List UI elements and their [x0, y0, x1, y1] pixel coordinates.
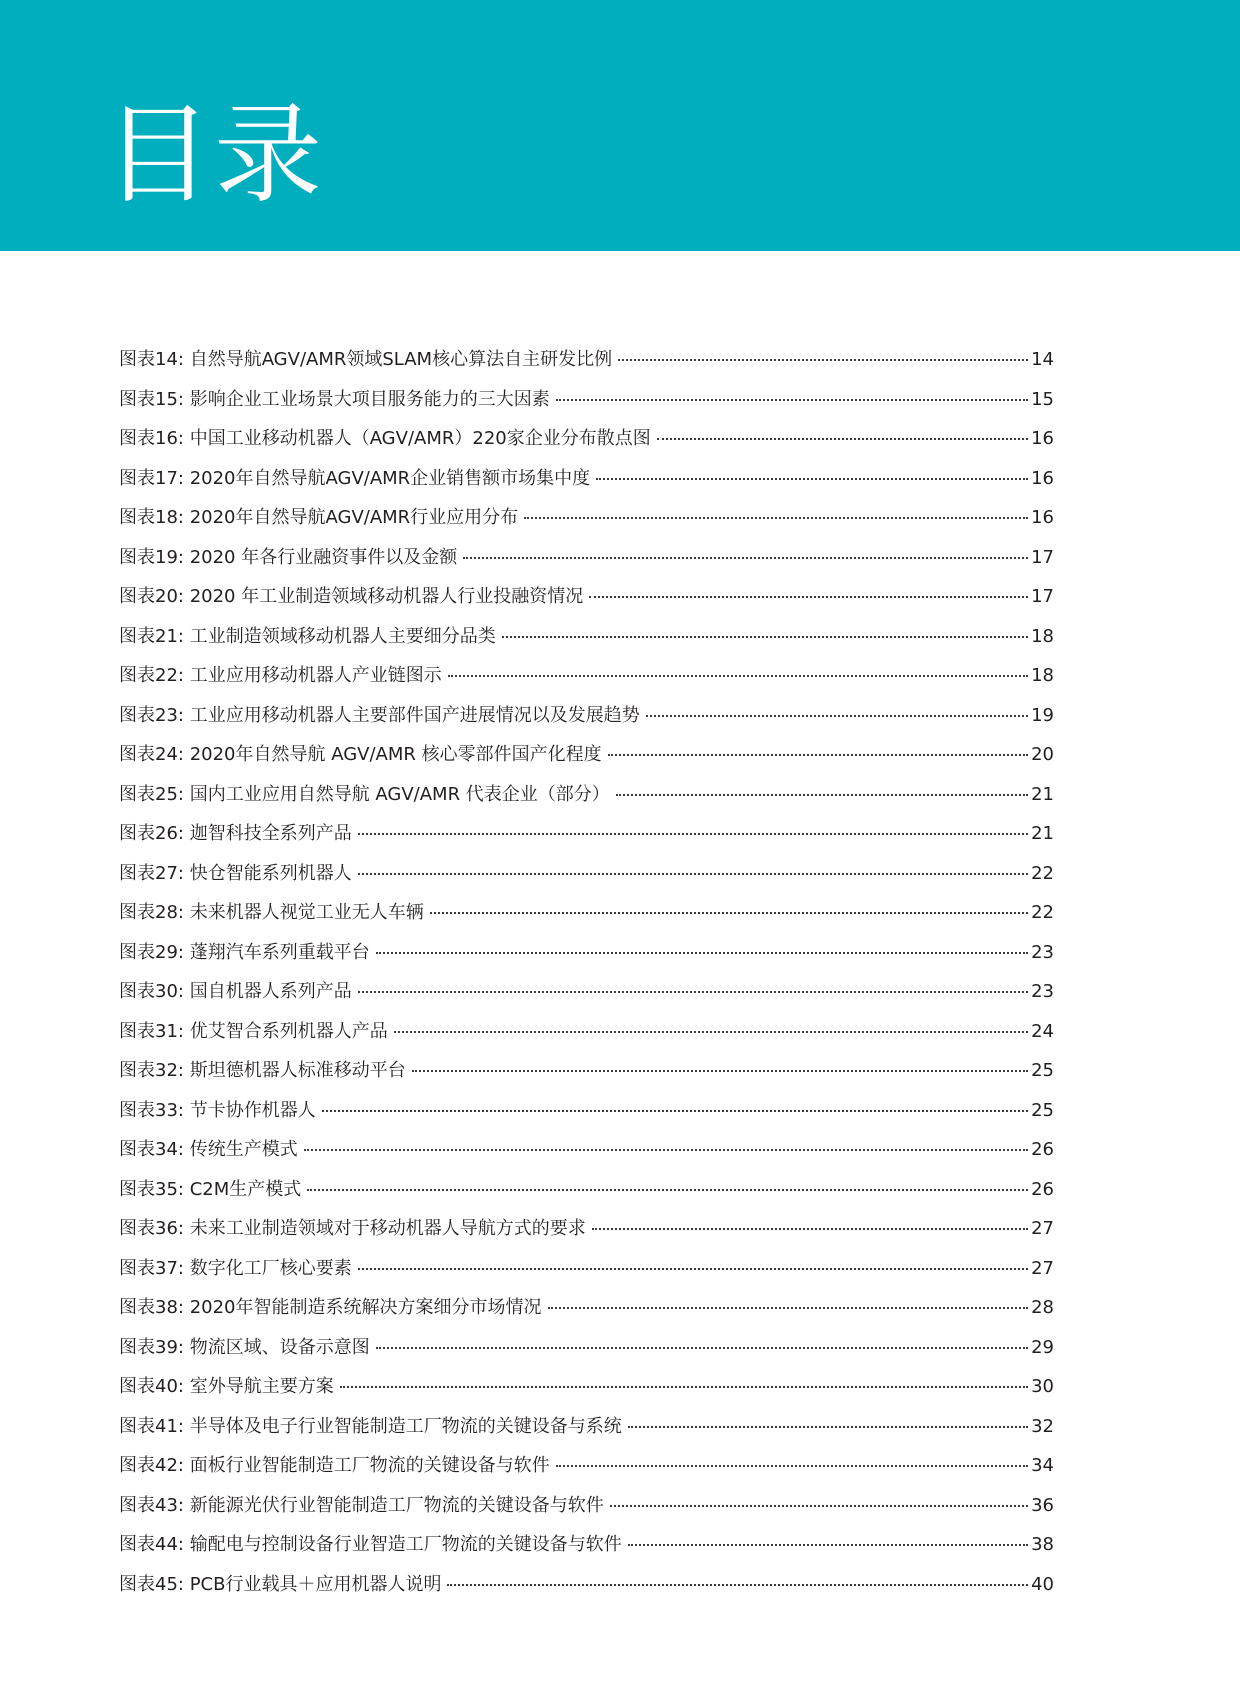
toc-entry-label: 图表33: 节卡协作机器人 — [119, 1099, 316, 1121]
toc-entry[interactable] — [119, 1130, 1054, 1170]
toc-entry-page-number: 28 — [1031, 1297, 1054, 1318]
toc-entry[interactable] — [119, 1328, 1054, 1368]
toc-entry-page-number: 20 — [1031, 744, 1054, 765]
toc-entry-label: 图表24: 2020年自然导航 AGV/AMR 核心零部件国产化程度 — [119, 744, 602, 765]
toc-entry-label: 图表42: 面板行业智能制造工厂物流的关键设备与软件 — [119, 1455, 550, 1476]
toc-dot-leader — [502, 635, 1028, 638]
toc-dot-leader — [608, 753, 1028, 756]
toc-entry-label: 图表25: 国内工业应用自然导航 AGV/AMR 代表企业（部分） — [119, 783, 610, 805]
table-of-contents — [119, 340, 1054, 1604]
toc-entry-label: 图表29: 蓬翔汽车系列重载平台 — [119, 941, 370, 963]
toc-entry-label: 图表36: 未来工业制造领域对于移动机器人导航方式的要求 — [119, 1218, 586, 1239]
toc-entry-page-number: 27 — [1031, 1257, 1054, 1279]
toc-entry-page-number: 29 — [1031, 1336, 1054, 1358]
toc-entry[interactable] — [119, 1525, 1054, 1565]
toc-entry-page-number: 23 — [1031, 941, 1054, 963]
toc-entry-label: 图表34: 传统生产模式 — [119, 1139, 298, 1160]
toc-entry-page-number: 32 — [1031, 1415, 1054, 1437]
toc-entry-page-number: 15 — [1031, 388, 1054, 410]
toc-entry[interactable] — [119, 1249, 1054, 1289]
toc-entry[interactable] — [119, 696, 1054, 736]
toc-dot-leader — [448, 674, 1028, 677]
toc-dot-leader — [358, 990, 1028, 993]
toc-entry-label: 图表45: PCB行业载具＋应用机器人说明 — [119, 1573, 442, 1595]
toc-entry-page-number: 19 — [1031, 704, 1054, 726]
toc-dot-leader — [447, 1583, 1028, 1586]
toc-entry[interactable] — [119, 1565, 1054, 1605]
toc-entry[interactable] — [119, 617, 1054, 657]
toc-entry-page-number: 26 — [1031, 1178, 1054, 1200]
toc-entry-page-number: 25 — [1031, 1099, 1054, 1121]
toc-dot-leader — [628, 1425, 1028, 1428]
toc-entry-label: 图表38: 2020年智能制造系统解决方案细分市场情况 — [119, 1297, 542, 1318]
toc-entry[interactable] — [119, 1288, 1054, 1328]
toc-entry-label: 图表22: 工业应用移动机器人产业链图示 — [119, 665, 442, 686]
toc-entry[interactable] — [119, 972, 1054, 1012]
toc-entry[interactable] — [119, 1170, 1054, 1210]
toc-entry-page-number: 25 — [1031, 1060, 1054, 1081]
toc-dot-leader — [412, 1069, 1028, 1072]
toc-dot-leader — [556, 1464, 1028, 1467]
toc-dot-leader — [618, 358, 1028, 361]
toc-entry-page-number: 22 — [1031, 862, 1054, 884]
toc-dot-leader — [463, 556, 1028, 559]
toc-entry-label: 图表44: 输配电与控制设备行业智造工厂物流的关键设备与软件 — [119, 1534, 622, 1555]
toc-entry-page-number: 36 — [1031, 1494, 1054, 1516]
toc-entry-label: 图表31: 优艾智合系列机器人产品 — [119, 1020, 388, 1042]
toc-entry-label: 图表26: 迦智科技全系列产品 — [119, 823, 352, 844]
toc-entry-page-number: 21 — [1031, 823, 1054, 844]
toc-entry-page-number: 16 — [1031, 507, 1054, 528]
toc-entry-page-number: 21 — [1031, 783, 1054, 805]
toc-entry[interactable] — [119, 498, 1054, 538]
toc-entry[interactable] — [119, 1051, 1054, 1091]
toc-entry-label: 图表43: 新能源光伏行业智能制造工厂物流的关键设备与软件 — [119, 1494, 604, 1516]
toc-entry-label: 图表16: 中国工业移动机器人（AGV/AMR）220家企业分布散点图 — [119, 428, 651, 449]
toc-dot-leader — [592, 1227, 1028, 1230]
toc-entry-page-number: 27 — [1031, 1218, 1054, 1239]
toc-entry-label: 图表30: 国自机器人系列产品 — [119, 981, 352, 1002]
toc-dot-leader — [358, 832, 1028, 835]
toc-dot-leader — [430, 911, 1028, 914]
toc-entry[interactable] — [119, 1367, 1054, 1407]
toc-entry[interactable] — [119, 893, 1054, 933]
toc-entry[interactable] — [119, 538, 1054, 578]
toc-entry-label: 图表19: 2020 年各行业融资事件以及金额 — [119, 546, 458, 568]
toc-entry-label: 图表18: 2020年自然导航AGV/AMR行业应用分布 — [119, 507, 519, 528]
toc-dot-leader — [322, 1109, 1028, 1112]
toc-dot-leader — [657, 437, 1028, 440]
toc-dot-leader — [358, 872, 1028, 875]
toc-dot-leader — [596, 477, 1028, 480]
toc-entry-label: 图表37: 数字化工厂核心要素 — [119, 1257, 352, 1279]
toc-entry[interactable] — [119, 1091, 1054, 1131]
toc-entry-page-number: 22 — [1031, 902, 1054, 923]
toc-entry[interactable] — [119, 577, 1054, 617]
toc-entry-label: 图表28: 未来机器人视觉工业无人车辆 — [119, 902, 424, 923]
toc-dot-leader — [376, 951, 1028, 954]
header-band — [0, 0, 1240, 251]
toc-entry-label: 图表20: 2020 年工业制造领域移动机器人行业投融资情况 — [119, 586, 584, 607]
toc-dot-leader — [589, 595, 1028, 598]
toc-dot-leader — [628, 1543, 1028, 1546]
toc-entry[interactable] — [119, 1407, 1054, 1447]
toc-dot-leader — [358, 1267, 1028, 1270]
toc-entry[interactable] — [119, 419, 1054, 459]
toc-entry[interactable] — [119, 854, 1054, 894]
toc-entry-page-number: 16 — [1031, 428, 1054, 449]
toc-entry-page-number: 17 — [1031, 546, 1054, 568]
toc-entry-page-number: 16 — [1031, 467, 1054, 489]
toc-dot-leader — [556, 398, 1028, 401]
toc-entry-label: 图表17: 2020年自然导航AGV/AMR企业销售额市场集中度 — [119, 467, 591, 489]
toc-entry[interactable] — [119, 340, 1054, 380]
toc-entry-page-number: 40 — [1031, 1573, 1054, 1595]
toc-dot-leader — [340, 1385, 1028, 1388]
toc-dot-leader — [307, 1188, 1028, 1191]
toc-dot-leader — [610, 1504, 1028, 1507]
toc-entry[interactable] — [119, 1012, 1054, 1052]
toc-entry[interactable] — [119, 1486, 1054, 1526]
toc-entry-page-number: 17 — [1031, 586, 1054, 607]
toc-entry[interactable] — [119, 933, 1054, 973]
toc-entry-page-number: 38 — [1031, 1534, 1054, 1555]
toc-entry[interactable] — [119, 735, 1054, 775]
toc-entry-label: 图表27: 快仓智能系列机器人 — [119, 862, 352, 884]
toc-dot-leader — [376, 1346, 1028, 1349]
toc-dot-leader — [548, 1306, 1029, 1309]
toc-entry-label: 图表41: 半导体及电子行业智能制造工厂物流的关键设备与系统 — [119, 1415, 622, 1437]
toc-entry[interactable] — [119, 775, 1054, 815]
toc-entry-page-number: 24 — [1031, 1020, 1054, 1042]
toc-entry-page-number: 14 — [1031, 349, 1054, 370]
toc-entry[interactable] — [119, 656, 1054, 696]
toc-entry[interactable] — [119, 459, 1054, 499]
toc-dot-leader — [646, 714, 1028, 717]
toc-entry[interactable] — [119, 1209, 1054, 1249]
toc-entry-label: 图表35: C2M生产模式 — [119, 1178, 302, 1200]
toc-entry-page-number: 30 — [1031, 1376, 1054, 1397]
toc-entry-label: 图表39: 物流区域、设备示意图 — [119, 1336, 370, 1358]
toc-entry-page-number: 18 — [1031, 665, 1054, 686]
toc-dot-leader — [616, 793, 1028, 796]
toc-dot-leader — [394, 1030, 1028, 1033]
toc-entry-page-number: 34 — [1031, 1455, 1054, 1476]
toc-entry-page-number: 26 — [1031, 1139, 1054, 1160]
page-title: 目录 — [104, 93, 325, 218]
toc-entry-page-number: 23 — [1031, 981, 1054, 1002]
toc-entry-label: 图表14: 自然导航AGV/AMR领域SLAM核心算法自主研发比例 — [119, 349, 613, 370]
toc-dot-leader — [524, 516, 1028, 519]
toc-entry-label: 图表40: 室外导航主要方案 — [119, 1376, 334, 1397]
toc-entry-label: 图表15: 影响企业工业场景大项目服务能力的三大因素 — [119, 388, 550, 410]
toc-entry-label: 图表23: 工业应用移动机器人主要部件国产进展情况以及发展趋势 — [119, 704, 640, 726]
toc-entry[interactable] — [119, 380, 1054, 420]
toc-dot-leader — [304, 1148, 1028, 1151]
toc-entry-label: 图表21: 工业制造领域移动机器人主要细分品类 — [119, 625, 496, 647]
toc-entry-label: 图表32: 斯坦德机器人标准移动平台 — [119, 1060, 406, 1081]
toc-entry[interactable] — [119, 1446, 1054, 1486]
toc-entry-page-number: 18 — [1031, 625, 1054, 647]
toc-entry[interactable] — [119, 814, 1054, 854]
